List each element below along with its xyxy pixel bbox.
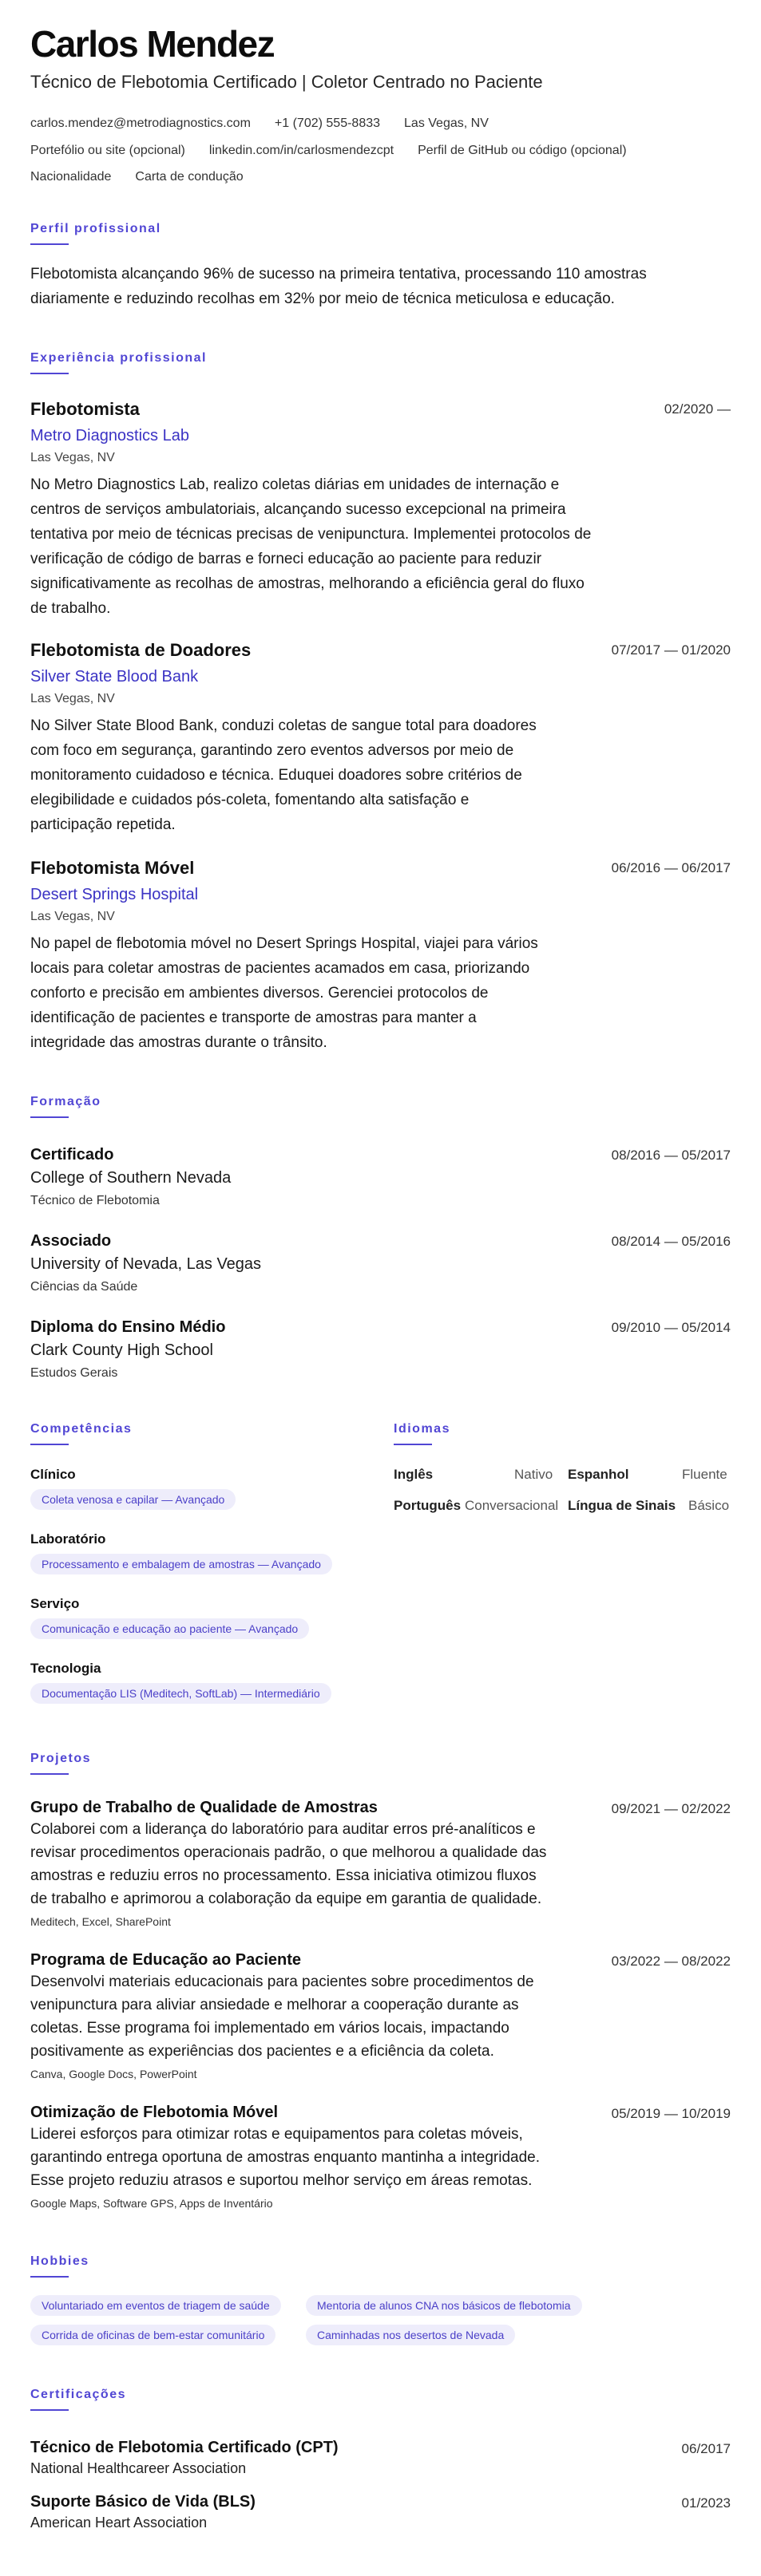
skill-category: Tecnologia (30, 1661, 101, 1676)
experience-underline (30, 373, 69, 374)
profile-heading: Perfil profissional (30, 222, 161, 235)
hobby-pill: Caminhadas nos desertos de Nevada (306, 2325, 515, 2345)
job-date: 07/2017 — 01/2020 (611, 642, 731, 658)
languages-heading: Idiomas (394, 1422, 450, 1436)
job-title: Flebotomista de Doadores (30, 640, 252, 660)
project-tools: Google Maps, Software GPS, Apps de Inventário (30, 2197, 273, 2210)
language-level: Conversacional (465, 1498, 559, 1513)
phone-number[interactable]: +1 (702) 555-8833 (274, 117, 381, 130)
education-field: Ciências da Saúde (30, 1280, 138, 1294)
project-title: Grupo de Trabalho de Qualidade de Amostras (30, 1799, 378, 1816)
job-location: Las Vegas, NV (30, 692, 115, 705)
profile-text: Flebotomista alcançando 96% de sucesso na primeira tentativa, processando 110 amostras diariamente e reduzindo recolhas em 32% por meio de técnica meticulosa e educação. (30, 266, 647, 307)
project-description: Liderei esforços para otimizar rotas e equipamentos para coletas móveis, garantindo entrega oportuna de amostras enquanto mantinha a integridade. Esse projeto reduziu atrasos e suportou melhor serviço em áreas remotas. (30, 2126, 541, 2189)
skill-category: Clínico (30, 1467, 76, 1482)
candidate-title: Técnico de Flebotomia Certificado | Coletor Centrado no Paciente (30, 72, 543, 92)
project-description: Desenvolvi materiais educacionais para pacientes sobre procedimentos de venipunctura para aliviar ansiedade e melhorar a cooperação durante as coletas. Esse programa foi implementado em vários locais, impactando positivamente as experiências dos pacientes e a eficiência da coleta. (30, 1973, 534, 2060)
company-link[interactable]: Metro Diagnostics Lab (30, 427, 189, 444)
education-degree: Diploma do Ensino Médio (30, 1318, 226, 1336)
project-title: Programa de Educação ao Paciente (30, 1951, 302, 1969)
skill-pill: Comunicação e educação ao paciente — Avançado (30, 1618, 309, 1639)
company-link[interactable]: Silver State Blood Bank (30, 668, 199, 685)
certification-title: Suporte Básico de Vida (BLS) (30, 2493, 256, 2511)
education-field: Técnico de Flebotomia (30, 1194, 160, 1207)
language-name: Língua de Sinais (568, 1498, 676, 1513)
project-title: Otimização de Flebotomia Móvel (30, 2104, 279, 2121)
license-text: Carta de condução (135, 170, 244, 184)
hobbies-heading: Hobbies (30, 2254, 89, 2268)
skills-heading: Competências (30, 1422, 133, 1436)
certifications-underline (30, 2409, 69, 2411)
education-school: University of Nevada, Las Vegas (30, 1255, 262, 1273)
job-location: Las Vegas, NV (30, 451, 115, 464)
education-field: Estudos Gerais (30, 1366, 118, 1380)
job-title: Flebotomista Móvel (30, 858, 195, 878)
skill-pill: Documentação LIS (Meditech, SoftLab) — Intermediário (30, 1683, 331, 1704)
job-title: Flebotomista (30, 399, 140, 419)
language-name: Inglês (394, 1467, 434, 1482)
certification-title: Técnico de Flebotomia Certificado (CPT) (30, 2439, 339, 2456)
job-date: 06/2016 — 06/2017 (611, 860, 731, 875)
education-date: 08/2014 — 05/2016 (611, 1234, 731, 1249)
projects-heading: Projetos (30, 1752, 92, 1765)
job-description: No Metro Diagnostics Lab, realizo coletas diárias em unidades de internação e centros de serviços ambulatoriais, alcançando sucesso excepcional na primeira tentativa por meio de técnicas precisas de venipunctura. Implementei protocolos de verificação de código de barras e forneci educação ao paciente para reduzir significativamente as recolhas de amostras, melhorando a eficiência geral do fluxo de trabalho. (30, 476, 592, 617)
skill-pill: Processamento e embalagem de amostras — Avançado (30, 1554, 332, 1574)
company-link[interactable]: Desert Springs Hospital (30, 886, 199, 903)
education-school: College of Southern Nevada (30, 1169, 232, 1187)
hobby-pill: Corrida de oficinas de bem-estar comunitário (30, 2325, 275, 2345)
education-degree: Certificado (30, 1146, 114, 1164)
project-date: 09/2021 — 02/2022 (611, 1801, 731, 1816)
job-location: Las Vegas, NV (30, 910, 115, 923)
education-date: 09/2010 — 05/2014 (611, 1320, 731, 1335)
education-heading: Formação (30, 1095, 101, 1108)
github-link[interactable]: Perfil de GitHub ou código (opcional) (418, 144, 627, 157)
skill-pill: Coleta venosa e capilar — Avançado (30, 1489, 236, 1510)
contact-row-1 (30, 117, 489, 131)
project-tools: Meditech, Excel, SharePoint (30, 1915, 171, 1928)
skills-underline (30, 1444, 69, 1445)
project-tools: Canva, Google Docs, PowerPoint (30, 2068, 197, 2080)
hobby-pill: Mentoria de alunos CNA nos básicos de flebotomia (306, 2295, 582, 2316)
job-date: 02/2020 — (664, 401, 731, 417)
contact-row-2 (30, 144, 627, 158)
certification-date: 06/2017 (681, 2441, 731, 2456)
language-name: Português (394, 1498, 462, 1513)
project-date: 05/2019 — 10/2019 (611, 2106, 731, 2121)
language-level: Básico (688, 1498, 730, 1513)
profile-underline (30, 243, 69, 245)
contact-row-3 (30, 170, 244, 184)
certification-org: American Heart Association (30, 2515, 208, 2531)
education-date: 08/2016 — 05/2017 (611, 1148, 731, 1163)
language-level: Fluente (682, 1467, 727, 1482)
skill-category: Serviço (30, 1596, 80, 1611)
job-description: No Silver State Blood Bank, conduzi coletas de sangue total para doadores com foco em segurança, garantindo zero eventos adversos por meio de monitoramento cuidadoso e técnica. Eduquei doadores sobre critérios de elegibilidade e cuidados pós-coleta, fomentando alta satisfação e participação repetida. (30, 717, 537, 833)
experience-heading: Experiência profissional (30, 351, 207, 365)
language-level: Nativo (514, 1467, 553, 1482)
candidate-name: Carlos Mendez (30, 23, 275, 65)
language-name: Espanhol (568, 1467, 629, 1482)
projects-underline (30, 1773, 69, 1775)
education-underline (30, 1116, 69, 1118)
languages-underline (394, 1444, 432, 1445)
education-degree: Associado (30, 1232, 112, 1250)
location-text: Las Vegas, NV (404, 117, 489, 130)
hobbies-underline (30, 2276, 69, 2278)
certifications-heading: Certificações (30, 2388, 126, 2401)
education-school: Clark County High School (30, 1341, 213, 1359)
certification-date: 01/2023 (681, 2495, 731, 2511)
portfolio-link[interactable]: Portefólio ou site (opcional) (30, 144, 185, 157)
skill-category: Laboratório (30, 1531, 106, 1547)
nationality-text: Nacionalidade (30, 170, 112, 184)
linkedin-link[interactable]: linkedin.com/in/carlosmendezcpt (208, 144, 394, 157)
project-date: 03/2022 — 08/2022 (611, 1954, 731, 1969)
email-link[interactable]: carlos.mendez@metrodiagnostics.com (30, 117, 251, 130)
hobby-pill: Voluntariado em eventos de triagem de saúde (30, 2295, 281, 2316)
certification-org: National Healthcareer Association (30, 2460, 247, 2476)
job-description: No papel de flebotomia móvel no Desert Springs Hospital, viajei para vários locais para coletar amostras de pacientes acamados em casa, priorizando conforto e precisão em ambientes diversos. Gerenciei protocolos de identificação de pacientes e transporte de amostras para manter a integridade das amostras durante o trânsito. (30, 935, 538, 1051)
project-description: Colaborei com a liderança do laboratório para auditar erros pré-analíticos e revisar procedimentos operacionais padrão, o que melhorou a qualidade das amostras e reduziu erros no processamento. Essa iniciativa otimizou fluxos de trabalho e aprimorou a colaboração da equipe em garantia de qualidade. (30, 1821, 547, 1907)
